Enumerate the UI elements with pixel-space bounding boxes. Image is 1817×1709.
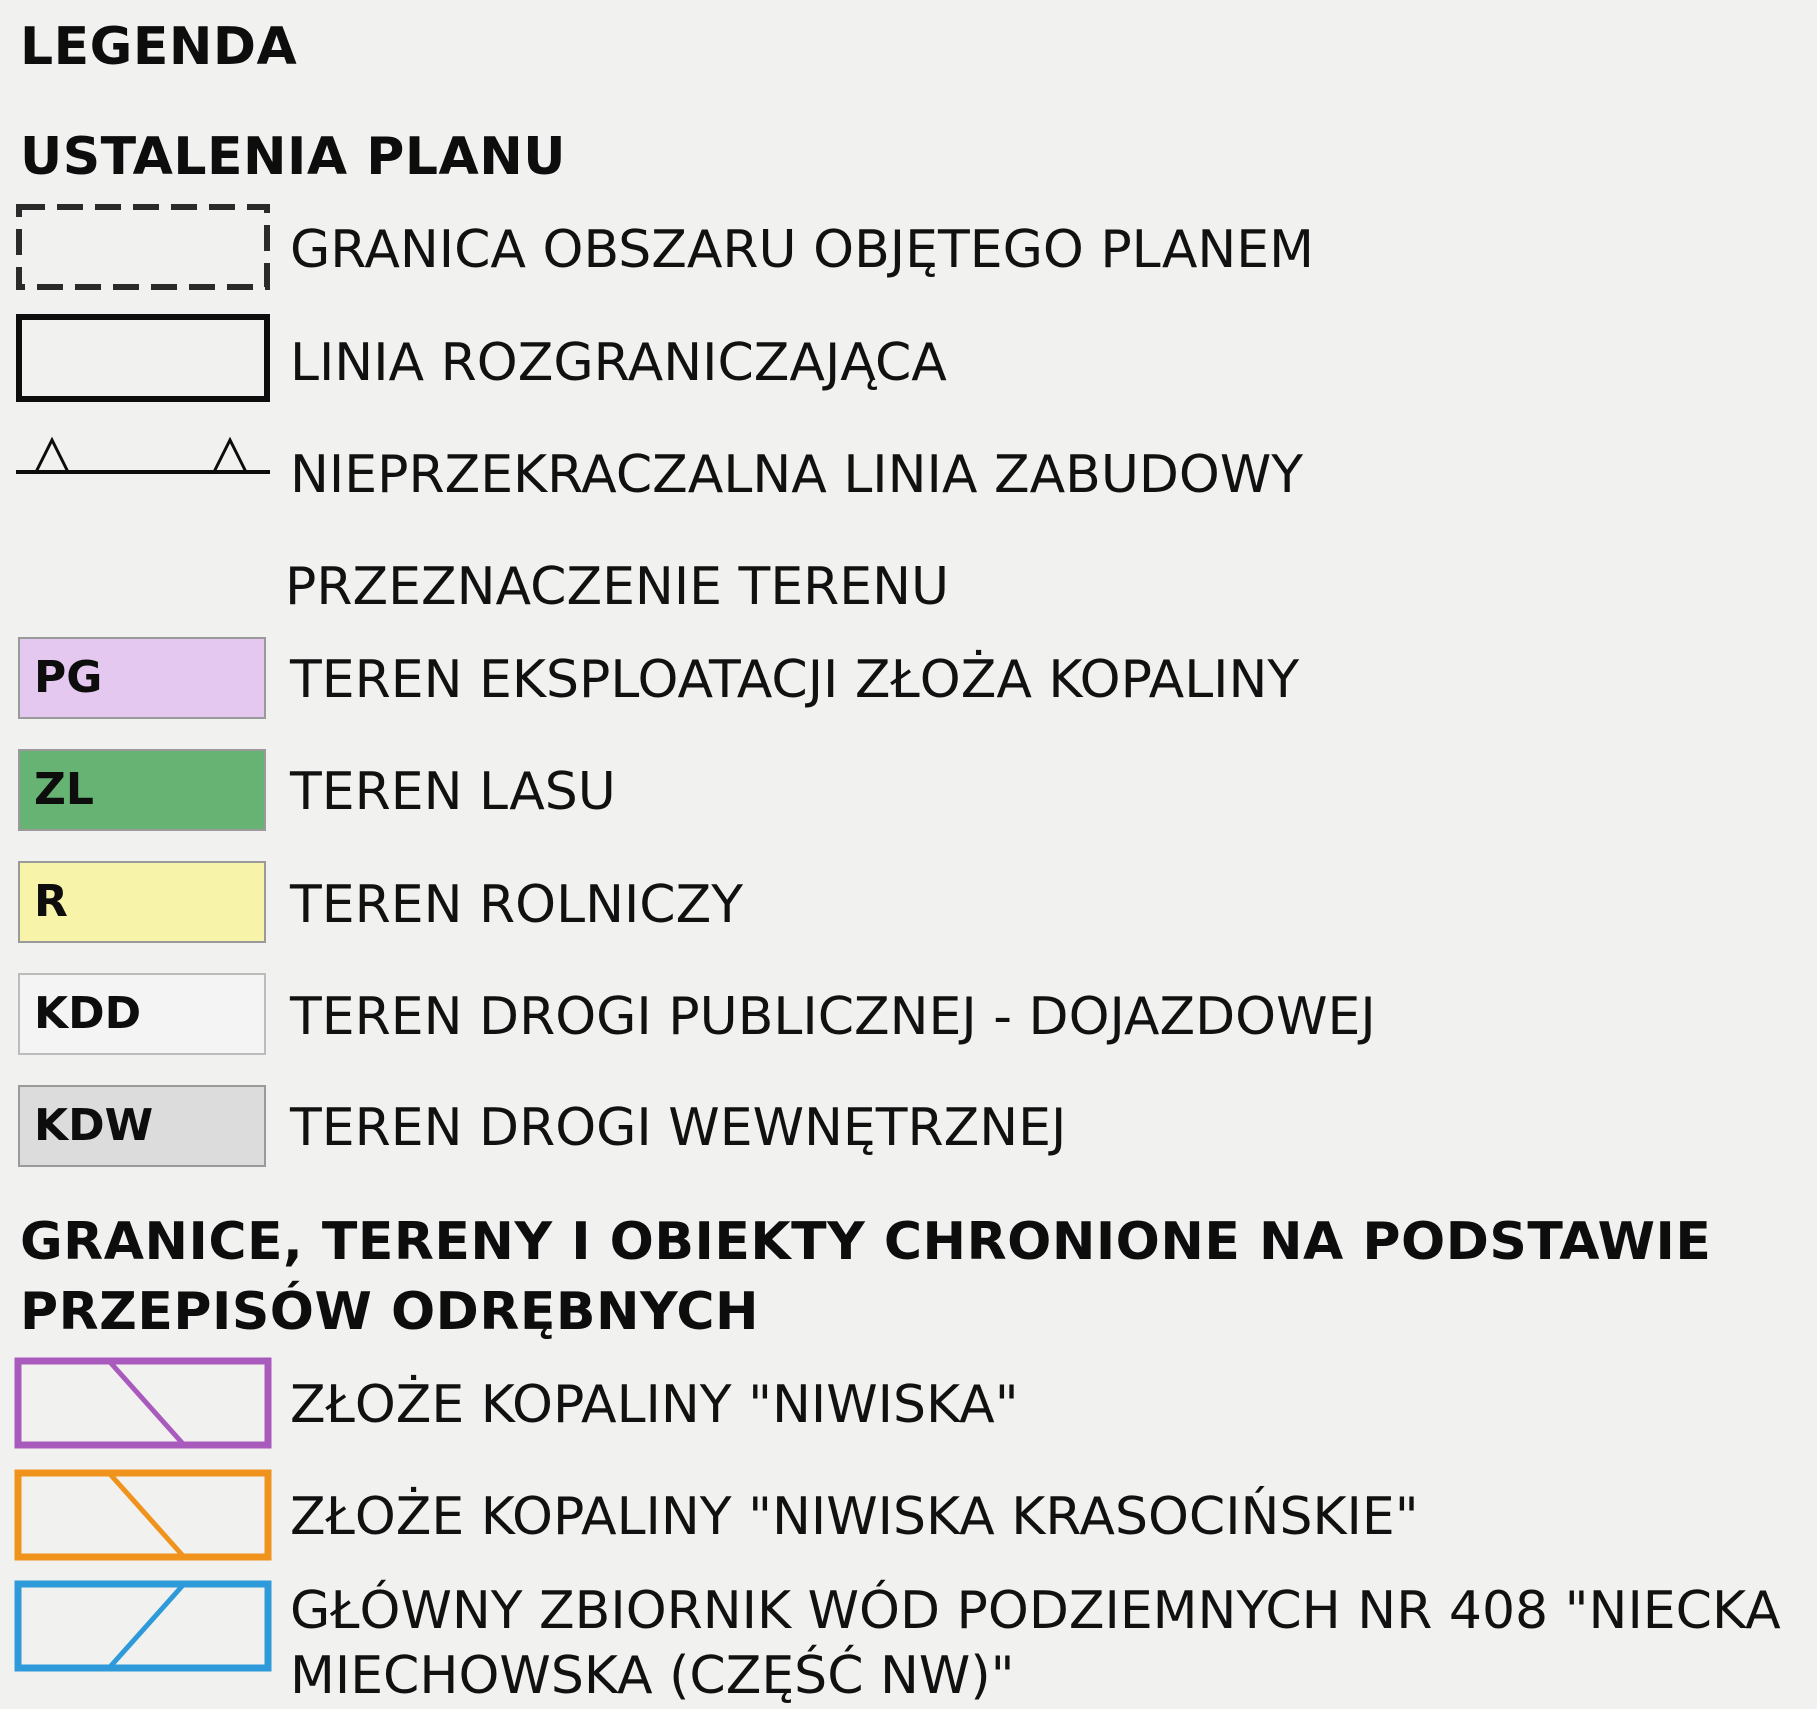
land-use-label: TEREN LASU (290, 762, 616, 822)
protected-section-title: GRANICE, TERENY I OBIEKTY CHRONIONE NA PODSTAWIE (20, 1212, 1712, 1272)
land-use-label: TEREN ROLNICZY (290, 875, 743, 935)
land-use-code: PG (34, 652, 103, 703)
solid-boundary-symbol (16, 314, 270, 402)
land-use-code: KDW (34, 1100, 154, 1151)
land-use-swatch-pg (18, 637, 266, 719)
groundwater-reservoir-label: GŁÓWNY ZBIORNIK WÓD PODZIEMNYCH NR 408 "NIECKA (290, 1581, 1781, 1641)
deposit-niwiska-krasocinskie-symbol (14, 1469, 272, 1561)
protected-section-title-line2: PRZEPISÓW ODRĘBNYCH (20, 1282, 760, 1342)
land-use-subtitle: PRZEZNACZENIE TERENU (285, 557, 950, 617)
land-use-swatch-r (18, 861, 266, 943)
land-use-code: KDD (34, 988, 142, 1039)
deposit-niwiska-label: ZŁOŻE KOPALINY "NIWISKA" (290, 1375, 1019, 1435)
dashed-boundary-label: GRANICA OBSZARU OBJĘTEGO PLANEM (290, 220, 1315, 280)
building-line-label: NIEPRZEKRACZALNA LINIA ZABUDOWY (290, 445, 1304, 505)
groundwater-reservoir-symbol (14, 1580, 272, 1672)
land-use-label: TEREN EKSPLOATACJI ZŁOŻA KOPALINY (290, 650, 1300, 710)
land-use-swatch-kdw (18, 1085, 266, 1167)
dashed-boundary-symbol (16, 203, 270, 291)
building-line-symbol (16, 425, 270, 513)
deposit-niwiska-symbol (14, 1357, 272, 1449)
land-use-swatch-kdd (18, 973, 266, 1055)
deposit-niwiska-krasocinskie-label: ZŁOŻE KOPALINY "NIWISKA KRASOCIŃSKIE" (290, 1487, 1419, 1547)
plan-section-title: USTALENIA PLANU (20, 127, 566, 187)
solid-boundary-label: LINIA ROZGRANICZAJĄCA (290, 333, 947, 393)
land-use-code: R (34, 876, 68, 927)
land-use-code: ZL (34, 764, 94, 815)
groundwater-reservoir-label-line2: MIECHOWSKA (CZĘŚĆ NW)" (290, 1646, 1015, 1706)
legend-title: LEGENDA (20, 17, 298, 77)
land-use-swatch-zl (18, 749, 266, 831)
land-use-label: TEREN DROGI WEWNĘTRZNEJ (290, 1098, 1067, 1158)
land-use-label: TEREN DROGI PUBLICZNEJ - DOJAZDOWEJ (290, 987, 1376, 1047)
